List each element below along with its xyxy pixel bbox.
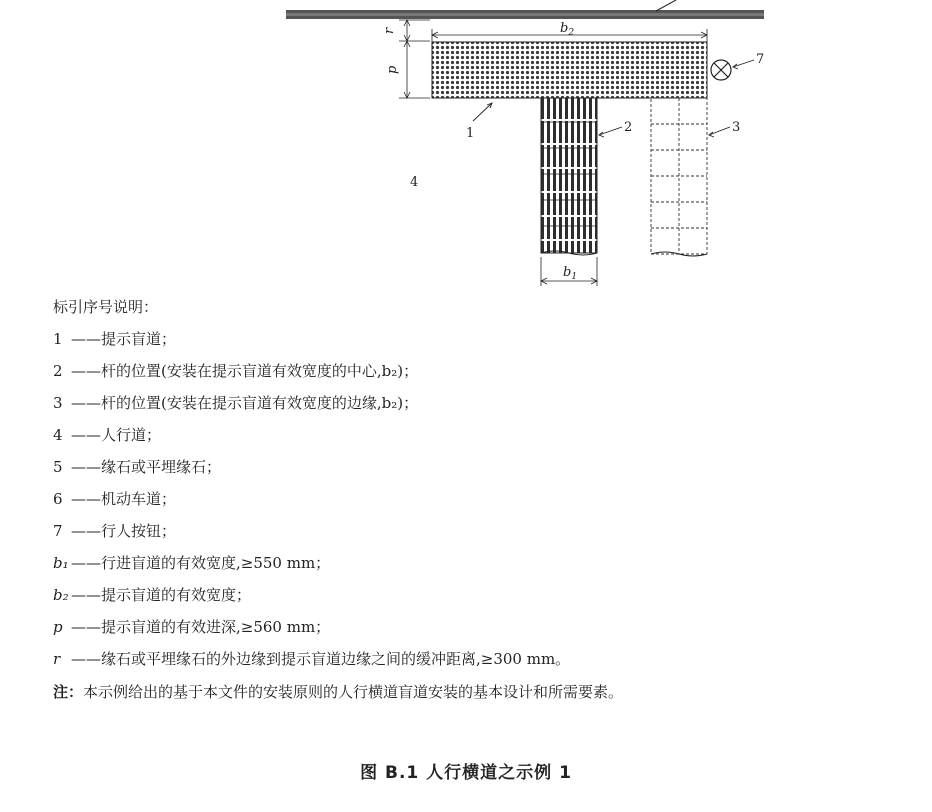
legend-item	[53, 649, 913, 669]
legend-item-text: ——提示盲道；	[71, 330, 177, 348]
note-label: 注：	[53, 683, 84, 701]
pole-position-edge-strip	[651, 98, 707, 254]
diagram	[0, 0, 932, 290]
legend-header: 标引序号说明：	[53, 298, 159, 316]
legend-item-text: ——杆的位置(安装在提示盲道有效宽度的边缘,b₂)；	[71, 394, 419, 412]
dimension-r-p	[399, 20, 430, 98]
legend-item-number: 5	[53, 458, 63, 476]
legend-item-number: 7	[53, 522, 63, 540]
legend-item-number: p	[53, 618, 63, 636]
legend-item	[53, 617, 913, 637]
legend-item-text: ——缘石或平埋缘石的外边缘到提示盲道边缘之间的缓冲距离,≥300 mm。	[71, 650, 571, 668]
leader-line	[656, 0, 676, 11]
legend-item-text: ——提示盲道的有效进深,≥560 mm；	[71, 618, 331, 636]
figure-caption: 图 B.1 人行横道之示例 1	[360, 763, 572, 783]
legend-item-text: ——杆的位置(安装在提示盲道有效宽度的中心,b₂)；	[71, 362, 419, 380]
legend-item	[53, 457, 913, 477]
legend-item	[53, 425, 913, 445]
legend-item-number: 3	[53, 394, 63, 412]
legend-item	[53, 521, 913, 541]
legend	[53, 297, 913, 703]
legend-item	[53, 489, 913, 509]
callout-4: 4	[410, 175, 419, 190]
legend-item	[53, 585, 913, 605]
dim-label-b1: $b_1$	[563, 265, 578, 282]
legend-item	[53, 393, 913, 413]
warning-tactile-strip	[432, 42, 707, 98]
legend-item-text: ——人行道；	[71, 426, 162, 444]
legend-item-text: ——行进盲道的有效宽度,≥550 mm；	[71, 554, 331, 572]
callout-7: 7	[756, 52, 765, 67]
legend-item-number: 1	[53, 330, 63, 348]
dim-label-b2: $b_2$	[560, 21, 575, 38]
legend-item	[53, 329, 913, 349]
legend-item-text: ——行人按钮；	[71, 522, 177, 540]
legend-item-number: b₂	[53, 586, 69, 604]
legend-item-text: ——提示盲道的有效宽度；	[71, 586, 252, 604]
note	[53, 681, 913, 703]
legend-item-text: ——缘石或平埋缘石；	[71, 458, 222, 476]
guiding-tactile-strip	[541, 98, 597, 255]
legend-item-number: 6	[53, 490, 63, 508]
legend-item-text: ——机动车道；	[71, 490, 177, 508]
callout-2: 2	[624, 120, 633, 135]
curb	[286, 10, 764, 19]
legend-item	[53, 361, 913, 381]
legend-item	[53, 553, 913, 573]
legend-list	[53, 329, 913, 669]
callout-1: 1	[466, 126, 475, 141]
legend-item-number: 2	[53, 362, 63, 380]
dim-label-r: r	[382, 27, 397, 34]
legend-item-number: 4	[53, 426, 63, 444]
callout-3: 3	[732, 120, 741, 135]
legend-item-number: r	[53, 650, 61, 668]
note-text: 本示例给出的基于本文件的安装原则的人行横道盲道安装的基本设计和所需要素。	[83, 683, 624, 701]
legend-item-number: b₁	[53, 554, 69, 572]
push-button-icon	[711, 60, 731, 80]
dim-label-p: p	[385, 65, 400, 74]
